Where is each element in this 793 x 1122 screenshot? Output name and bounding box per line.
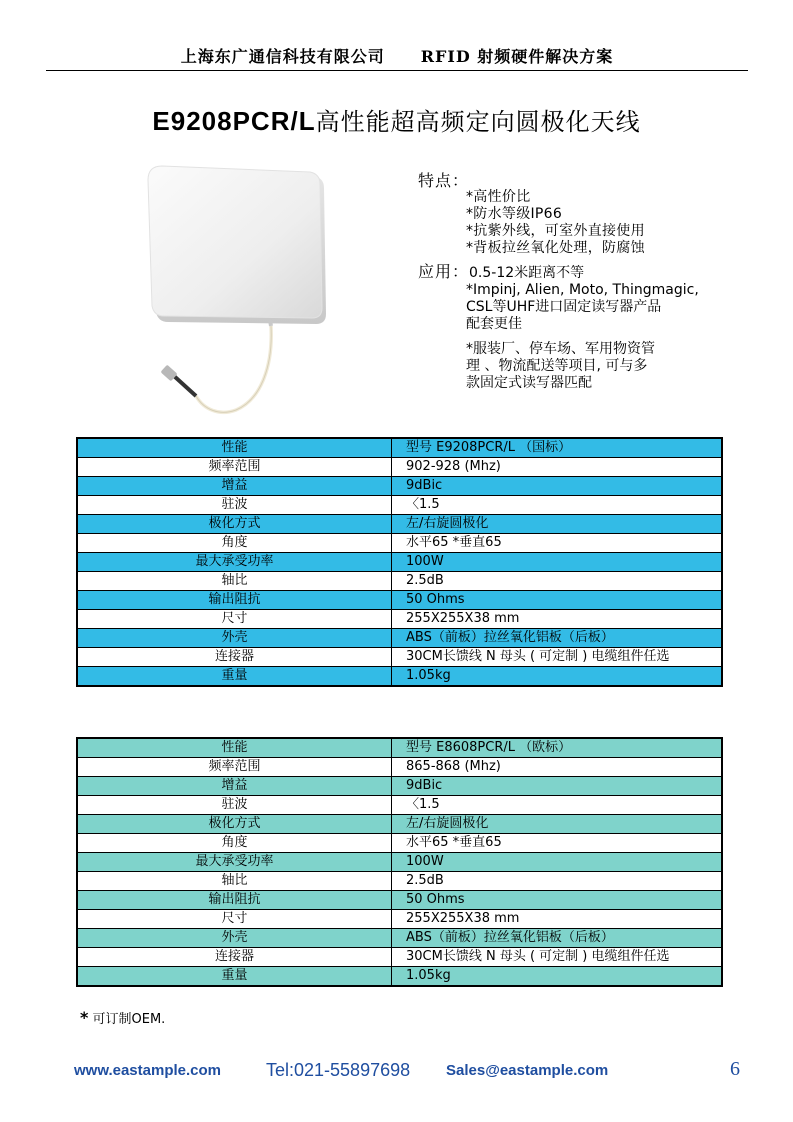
spec-row <box>77 438 722 458</box>
spec-row <box>77 796 722 815</box>
spec-label: 性能 <box>77 738 392 758</box>
email-link[interactable]: Sales@eastample.com <box>446 1062 609 1079</box>
spec-table-eu <box>76 737 723 987</box>
spec-row <box>77 477 722 496</box>
spec-value: 255X255X38 mm <box>392 910 723 929</box>
spec-label: 极化方式 <box>77 515 392 534</box>
spec-row <box>77 853 722 872</box>
spec-row <box>77 667 722 687</box>
application-line: 理 、物流配送等项目, 可与多 <box>466 358 648 374</box>
spec-value: 9dBic <box>392 777 723 796</box>
application-line: CSL等UHF进口固定读写器产品 <box>466 299 662 315</box>
spec-label: 轴比 <box>77 872 392 891</box>
product-model: E9208PCR/L <box>152 106 316 136</box>
page-title <box>0 102 793 137</box>
antenna-product-image <box>138 164 338 424</box>
spec-table-body <box>77 438 722 686</box>
spec-row <box>77 610 722 629</box>
spec-label: 输出阻抗 <box>77 591 392 610</box>
spec-value: 50 Ohms <box>392 591 723 610</box>
spec-table-cn <box>76 437 723 687</box>
note-text: 可订制OEM. <box>92 1012 166 1027</box>
application-line: *Impinj, Alien, Moto, Thingmagic, <box>466 282 699 298</box>
spec-row <box>77 738 722 758</box>
spec-value: 50 Ohms <box>392 891 723 910</box>
spec-row <box>77 629 722 648</box>
spec-value: 型号 E8608PCR/L （欧标） <box>392 738 723 758</box>
spec-value: 左/右旋圆极化 <box>392 515 723 534</box>
spec-value: ABS（前板）拉丝氧化铝板（后板） <box>392 929 723 948</box>
spec-label: 频率范围 <box>77 458 392 477</box>
spec-row <box>77 967 722 987</box>
product-name: 高性能超高频定向圆极化天线 <box>315 108 641 136</box>
spec-label: 最大承受功率 <box>77 853 392 872</box>
spec-label: 尺寸 <box>77 610 392 629</box>
spec-row <box>77 572 722 591</box>
spec-label: 外壳 <box>77 629 392 648</box>
note-star: * <box>80 1008 89 1027</box>
spec-label: 极化方式 <box>77 815 392 834</box>
spec-label: 连接器 <box>77 648 392 667</box>
application-line: *服装厂、停车场、军用物资管 <box>466 341 655 357</box>
spec-row <box>77 929 722 948</box>
spec-label: 角度 <box>77 834 392 853</box>
oem-note <box>80 1008 165 1027</box>
spec-label: 增益 <box>77 477 392 496</box>
spec-row <box>77 891 722 910</box>
features-heading: 特点： <box>418 171 470 190</box>
spec-value: 水平65 *垂直65 <box>392 834 723 853</box>
spec-label: 重量 <box>77 667 392 687</box>
spec-value: 水平65 *垂直65 <box>392 534 723 553</box>
spec-row <box>77 777 722 796</box>
spec-label: 驻波 <box>77 496 392 515</box>
spec-label: 驻波 <box>77 796 392 815</box>
application-range: 0.5-12米距离不等 <box>469 265 585 281</box>
spec-table-body <box>77 738 722 986</box>
spec-label: 重量 <box>77 967 392 987</box>
spec-value: 100W <box>392 853 723 872</box>
spec-value: 1.05kg <box>392 667 723 687</box>
spec-value: 〈1.5 <box>392 796 723 815</box>
spec-row <box>77 872 722 891</box>
spec-label: 尺寸 <box>77 910 392 929</box>
header-slogan: RFID 射频硬件解决方案 <box>420 47 614 66</box>
spec-row <box>77 553 722 572</box>
spec-value: 〈1.5 <box>392 496 723 515</box>
company-name: 上海东广通信科技有限公司 <box>180 47 385 66</box>
spec-row <box>77 534 722 553</box>
spec-label: 连接器 <box>77 948 392 967</box>
spec-label: 频率范围 <box>77 758 392 777</box>
spec-row <box>77 815 722 834</box>
spec-row <box>77 948 722 967</box>
feature-item: *抗紫外线，可室外直接使用 <box>466 223 645 239</box>
spec-value: 2.5dB <box>392 872 723 891</box>
spec-row <box>77 496 722 515</box>
website-link[interactable]: www.eastample.com <box>74 1062 221 1079</box>
application-scenarios <box>418 341 738 392</box>
spec-value: 100W <box>392 553 723 572</box>
spec-value: 9dBic <box>392 477 723 496</box>
spec-row <box>77 458 722 477</box>
spec-value: 2.5dB <box>392 572 723 591</box>
spec-label: 最大承受功率 <box>77 553 392 572</box>
page-number: 6 <box>730 1058 740 1080</box>
spec-row <box>77 591 722 610</box>
spec-row <box>77 515 722 534</box>
telephone: Tel:021-55897698 <box>266 1060 411 1080</box>
application-block <box>418 263 738 392</box>
spec-label: 外壳 <box>77 929 392 948</box>
page-header <box>46 44 748 71</box>
spec-value: 30CM长馈线 N 母头 ( 可定制 ) 电缆组件任选 <box>392 648 723 667</box>
spec-value: 型号 E9208PCR/L （国标） <box>392 438 723 458</box>
spec-value: ABS（前板）拉丝氧化铝板（后板） <box>392 629 723 648</box>
spec-value: 左/右旋圆极化 <box>392 815 723 834</box>
feature-item: *背板拉丝氧化处理，防腐蚀 <box>466 240 645 256</box>
features-block <box>418 172 738 392</box>
feature-item: *高性价比 <box>466 189 531 205</box>
spec-value: 902-928 (Mhz) <box>392 458 723 477</box>
application-line: 配套更佳 <box>466 316 522 332</box>
spec-label: 增益 <box>77 777 392 796</box>
spec-label: 角度 <box>77 534 392 553</box>
feature-item: *防水等级IP66 <box>466 206 563 222</box>
spec-row <box>77 758 722 777</box>
spec-label: 轴比 <box>77 572 392 591</box>
spec-value: 30CM长馈线 N 母头 ( 可定制 ) 电缆组件任选 <box>392 948 723 967</box>
spec-value: 1.05kg <box>392 967 723 987</box>
spec-label: 输出阻抗 <box>77 891 392 910</box>
application-line: 款固定式读写器匹配 <box>466 375 592 391</box>
spec-value: 865-868 (Mhz) <box>392 758 723 777</box>
application-heading: 应用： <box>418 262 470 281</box>
page-footer <box>74 1060 754 1084</box>
spec-row <box>77 834 722 853</box>
spec-row <box>77 910 722 929</box>
spec-value: 255X255X38 mm <box>392 610 723 629</box>
spec-label: 性能 <box>77 438 392 458</box>
spec-row <box>77 648 722 667</box>
